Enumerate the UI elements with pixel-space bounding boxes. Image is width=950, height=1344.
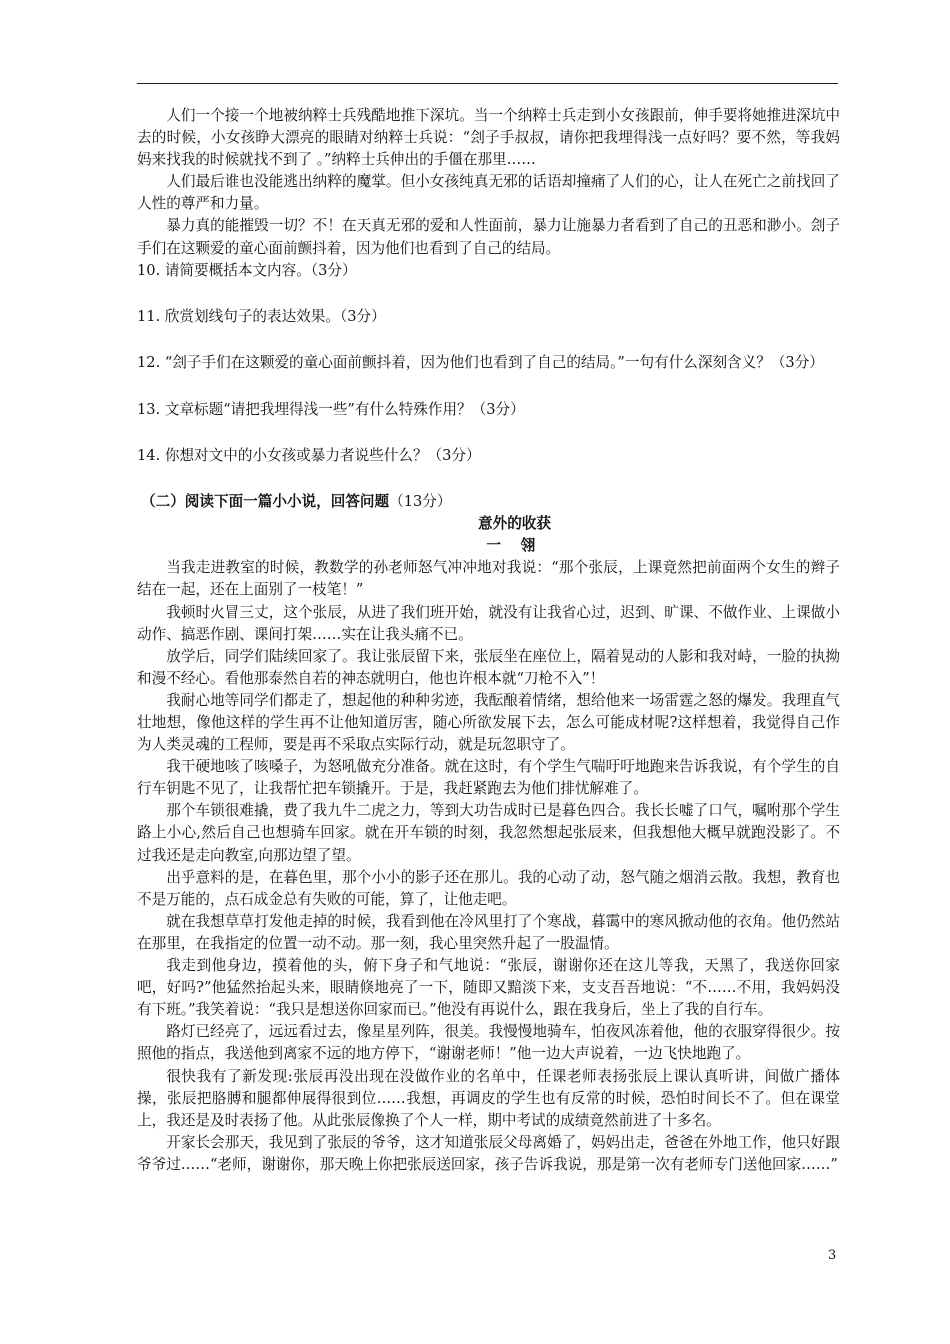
section-heading-text: （二）阅读下面一篇小小说，回答问题 [141,493,390,511]
story-paragraph: 我干硬地咳了咳嗓子，为怒吼做充分准备。就在这时，有个学生气喘吁吁地跑来告诉我说，有个学生的自行车钥匙不见了，让我帮忙把车锁撬开。于是，我赶紧跑去为他们排忧解难了。 [137,758,840,798]
question-14: 14. 你想对文中的小女孩或暴力者说些什么？（3分） [137,446,481,464]
story-paragraph: 我耐心地等同学们都走了，想起他的种种劣迹，我酝酿着情绪，想给他来一场雷霆之怒的爆发。我理直气壮地想，像他这样的学生再不让他知道厉害，随心所欲发展下去，怎么可能成材呢?这样想着，我觉得自己作为人类灵魂的工程师，要是再不采取点实际行动，就是玩忽职守了。 [137,691,840,754]
page-content [137,105,840,1176]
story-author: 一 翎 [486,537,543,555]
story-paragraph: 我走到他身边，摸着他的头，俯下身子和气地说：“张辰，谢谢你还在这儿等我，天黑了，我送你回家吧，好吗?”他猛然抬起头来，眼睛倏地亮了一下，随即又黯淡下来，支支吾吾地说：“不……不用，我妈妈没有下班。”我笑着说：“我只是想送你回家而已。”他没有再说什么，跟在我身后，坐上了我的自行车。 [137,957,840,1019]
question-11: 11. 欣赏划线句子的表达效果。（3分） [137,307,386,325]
story-paragraph: 出乎意料的是，在暮色里，那个小小的影子还在那儿。我的心动了动，怒气随之烟消云散。我想，教育也不是万能的，点石成金总有失败的可能，算了，让他走吧。 [137,868,840,908]
page-number: 3 [828,1248,837,1263]
passage1-paragraph: 暴力真的能摧毁一切？不！在天真无邪的爱和人性面前，暴力让施暴力者看到了自己的丑恶和渺小。刽子手们在这颗爱的童心面前颤抖着，因为他们也看到了自己的结局。 [137,217,840,257]
section-heading [137,491,840,513]
story-paragraph: 当我走进教室的时候，教数学的孙老师怒气冲冲地对我说：“那个张辰，上课竟然把前面两个女生的辫子结在一起，还在上面别了一枝笔！” [137,559,840,599]
story-paragraph: 就在我想草草打发他走掉的时候，我看到他在冷风里打了个寒战，暮霭中的寒风掀动他的衣角。他仍然站在那里，在我指定的位置一动不动。那一刻，我心里突然升起了一股温情。 [137,912,840,952]
question-13: 13. 文章标题“请把我埋得浅一些”有什么特殊作用？（3分） [137,400,525,418]
story-paragraph: 很快我有了新发现:张辰再没出现在没做作业的名单中，任课老师表扬张辰上课认真听讲，间做广播体操，张辰把胳膊和腿都伸展得很到位……我想，再调皮的学生也有反常的时候，恐怕时间长不了。但在课堂上，我还是及时表扬了他。从此张辰像换了个人一样，期中考试的成绩竟然前进了十多名。 [137,1067,840,1129]
header-rule [137,83,838,84]
story-title: 意外的收获 [478,515,551,533]
story-paragraph: 我顿时火冒三丈，这个张辰，从进了我们班开始，就没有让我省心过，迟到、旷课、不做作业、上课做小动作、搞恶作剧、课间打架……实在让我头痛不已。 [137,603,840,643]
story-paragraph: 那个车锁很难撬，费了我九牛二虎之力，等到大功告成时已是暮色四合。我长长嘘了口气，嘱咐那个学生路上小心,然后自己也想骑车回家。就在开车锁的时刻，我忽然想起张辰来，但我想他大概早就跑没影了。不过我还是走向教室,向那边望了望。 [137,802,840,864]
question-12: 12. “刽子手们在这颗爱的童心面前颤抖着，因为他们也看到了自己的结局。”一句有什么深刻含义？（3分） [137,354,824,372]
section-score: （13分） [389,493,452,511]
story-paragraph: 路灯已经亮了，远远看过去，像星星列阵，很美。我慢慢地骑车，怕夜风冻着他，他的衣服穿得很少。按照他的指点，我送他到离家不远的地方停下，“谢谢老师！”他一边大声说着，一边飞快地跑了。 [137,1023,840,1063]
passage1-paragraph: 人们一个接一个地被纳粹士兵残酷地推下深坑。当一个纳粹士兵走到小女孩跟前，伸手要将她推进深坑中去的时候，小女孩睁大漂亮的眼睛对纳粹士兵说：“刽子手叔叔，请你把我埋得浅一点好吗？要不然，等我妈妈来找我的时候就找不到了 。”纳粹士兵伸出的手僵在那里…… [137,107,840,169]
passage1-paragraph: 人们最后谁也没能逃出纳粹的魔掌。但小女孩纯真无邪的话语却撞痛了人们的心，让人在死亡之前找回了人性的尊严和力量。 [137,173,840,213]
story-paragraph: 开家长会那天，我见到了张辰的爷爷，这才知道张辰父母离婚了，妈妈出走，爸爸在外地工作，他只好跟爷爷过……“老师，谢谢你，那天晚上你把张辰送回家，孩子告诉我说，那是第一次有老师专门送他回家……” [137,1133,840,1173]
story-paragraph: 放学后，同学们陆续回家了。我让张辰留下来，张辰坐在座位上，隔着晃动的人影和我对峙，一脸的执拗和漫不经心。看他那泰然自若的神态就明白，他也许根本就“刀枪不入”！ [137,647,840,687]
question-10: 10. 请简要概括本文内容。（3分） [137,261,357,279]
